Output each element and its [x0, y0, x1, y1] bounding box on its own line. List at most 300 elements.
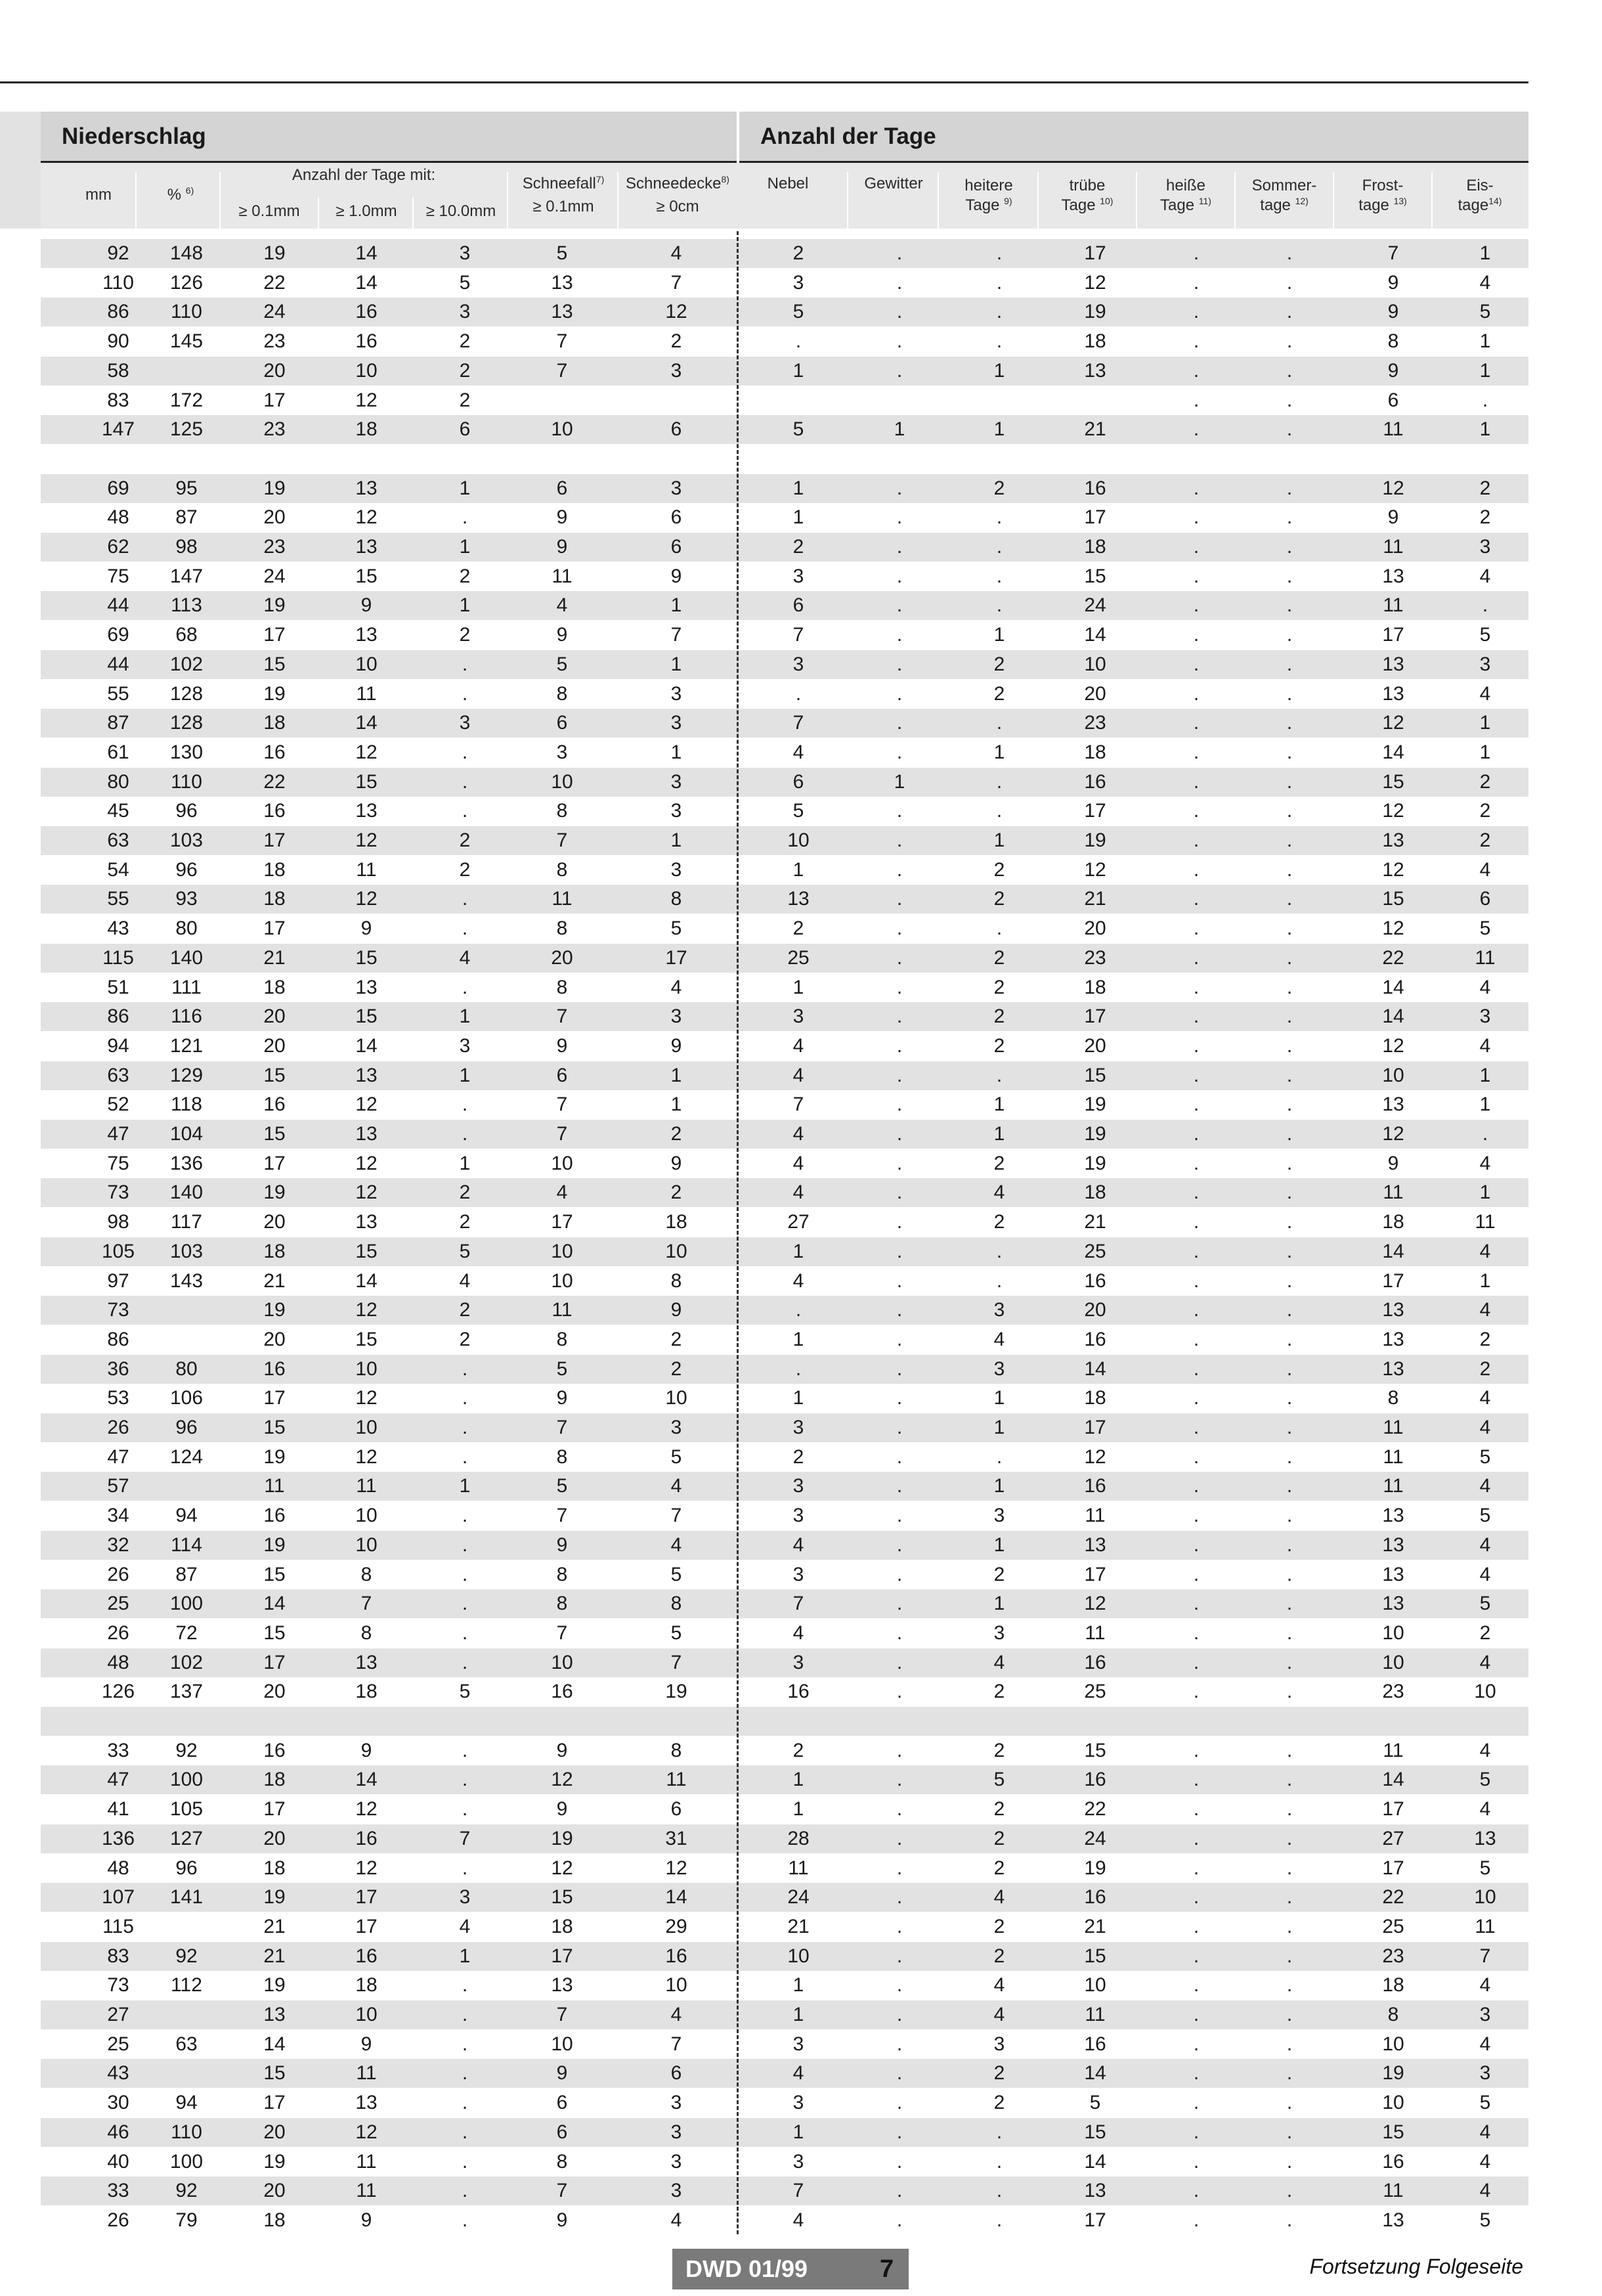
- table-cell: 12: [1382, 477, 1404, 499]
- table-cell: 11: [1383, 2180, 1404, 2202]
- table-cell: 12: [355, 888, 378, 910]
- table-cell: 9: [1387, 359, 1399, 382]
- table-cell: 3: [792, 1505, 804, 1527]
- table-cell: 15: [1084, 1064, 1106, 1086]
- table-cell: 8: [360, 1563, 372, 1585]
- table-cell: .: [896, 1240, 903, 1262]
- table-cell: .: [896, 624, 903, 646]
- table-cell: 3: [670, 2180, 682, 2202]
- table-cell: 15: [1382, 770, 1404, 793]
- table-row: [41, 826, 1528, 855]
- table-row: [41, 1267, 1528, 1296]
- table-cell: .: [1193, 888, 1200, 910]
- table-cell: .: [1193, 1739, 1200, 1761]
- table-cell: 100: [169, 1769, 204, 1791]
- table-cell: 6: [556, 477, 568, 499]
- table-cell: 9: [670, 1152, 682, 1174]
- table-cell: 12: [1084, 1593, 1106, 1615]
- table-cell: 6: [792, 770, 804, 793]
- table-cell: .: [996, 770, 1003, 793]
- table-cell: 48: [107, 506, 129, 529]
- table-cell: 4: [1479, 1798, 1491, 1821]
- table-cell: 10: [1474, 1681, 1496, 1703]
- table-cell: .: [1286, 1769, 1293, 1791]
- table-cell: 14: [355, 1034, 378, 1057]
- table-cell: .: [896, 301, 903, 323]
- table-cell: 110: [171, 301, 202, 323]
- table-cell: .: [1193, 917, 1200, 940]
- table-cell: 18: [263, 712, 286, 734]
- table-cell: 16: [1084, 1769, 1106, 1791]
- table-cell: 5: [792, 800, 804, 822]
- table-cell: 55: [107, 682, 129, 705]
- table-cell: 7: [1387, 242, 1399, 264]
- table-cell: 15: [355, 1240, 378, 1262]
- table-cell: 48: [107, 1651, 129, 1673]
- table-cell: 16: [263, 1358, 286, 1380]
- table-cell: .: [1193, 946, 1200, 969]
- table-cell: 83: [107, 389, 129, 411]
- table-cell: 68: [175, 624, 198, 646]
- table-cell: 7: [556, 359, 568, 382]
- table-cell: 13: [1084, 359, 1106, 382]
- table-cell: 11: [1383, 1475, 1404, 1497]
- table-cell: 12: [355, 1152, 378, 1174]
- table-cell: .: [896, 2150, 903, 2173]
- table-cell: 15: [355, 1005, 378, 1028]
- table-cell: 118: [171, 1093, 202, 1116]
- table-cell: 11: [356, 858, 377, 881]
- top-rule: [0, 81, 1528, 83]
- table-cell: 1: [792, 1769, 804, 1791]
- table-cell: 14: [263, 1593, 286, 1615]
- table-cell: 15: [355, 770, 378, 793]
- table-cell: .: [1286, 712, 1293, 734]
- table-cell: 26: [107, 1563, 129, 1585]
- table-cell: 14: [355, 712, 378, 734]
- table-cell: 12: [355, 1299, 378, 1321]
- table-cell: 3: [670, 712, 682, 734]
- table-row: [41, 533, 1528, 562]
- table-cell: .: [462, 888, 468, 910]
- table-cell: 4: [1479, 2033, 1491, 2055]
- section-header-niederschlag: Niederschlag: [41, 112, 737, 162]
- table-cell: 2: [459, 829, 471, 851]
- table-cell: 11: [356, 682, 377, 705]
- table-row: [41, 944, 1528, 973]
- table-cell: 105: [101, 1240, 135, 1262]
- table-cell: .: [1193, 2062, 1200, 2085]
- table-cell: 4: [1479, 976, 1491, 998]
- table-cell: .: [896, 829, 903, 851]
- table-cell: 94: [175, 1505, 198, 1527]
- table-cell: 1: [792, 1974, 804, 1997]
- table-cell: .: [1193, 1093, 1200, 1116]
- table-cell: .: [996, 1064, 1003, 1086]
- table-cell: 5: [556, 1358, 568, 1380]
- table-cell: 11: [1383, 536, 1404, 558]
- table-cell: 5: [1479, 917, 1491, 940]
- table-cell: 4: [1479, 2150, 1491, 2173]
- table-cell: 57: [107, 1475, 129, 1497]
- table-cell: 1: [670, 594, 682, 617]
- table-cell: 115: [102, 1915, 134, 1937]
- table-cell: 5: [1479, 2209, 1491, 2231]
- table-cell: 63: [107, 829, 129, 851]
- table-cell: 15: [551, 1886, 573, 1909]
- table-cell: 87: [175, 506, 198, 529]
- table-cell: 2: [459, 1299, 471, 1321]
- table-cell: 98: [175, 536, 198, 558]
- table-cell: .: [1193, 1005, 1200, 1028]
- table-row: [41, 1942, 1528, 1971]
- table-cell: 18: [263, 1769, 286, 1791]
- table-cell: 3: [1479, 653, 1491, 675]
- table-cell: 2: [993, 1827, 1005, 1849]
- table-cell: 20: [263, 1328, 286, 1350]
- table-cell: 3: [670, 2150, 682, 2173]
- table-cell: 4: [670, 1534, 682, 1556]
- table-cell: .: [462, 1534, 468, 1556]
- table-cell: .: [1286, 1827, 1293, 1849]
- table-cell: .: [1286, 1534, 1293, 1556]
- col-header-percent: % $^{6)}$: [167, 185, 194, 204]
- table-cell: 1: [993, 1417, 1005, 1438]
- table-row: [41, 1619, 1528, 1648]
- table-cell: .: [1286, 1857, 1293, 1879]
- table-cell: 26: [107, 2209, 129, 2231]
- table-cell: 8: [556, 800, 568, 822]
- table-row: [41, 1854, 1528, 1883]
- table-cell: 11: [1383, 1446, 1404, 1468]
- table-cell: 4: [1479, 682, 1491, 705]
- table-cell: 10: [355, 653, 378, 675]
- table-cell: 86: [107, 301, 129, 323]
- table-cell: .: [1193, 1563, 1200, 1585]
- table-cell: 47: [107, 1123, 129, 1145]
- table-cell: 12: [355, 2121, 378, 2143]
- table-cell: .: [462, 682, 468, 705]
- table-cell: 15: [263, 1123, 286, 1145]
- table-cell: 7: [1479, 1945, 1491, 1967]
- table-cell: .: [1286, 1034, 1293, 1057]
- table-cell: .: [1286, 2150, 1293, 2173]
- table-cell: 9: [556, 1387, 568, 1409]
- table-row: [41, 680, 1528, 709]
- table-cell: 9: [556, 2062, 568, 2085]
- table-cell: .: [1193, 242, 1200, 264]
- table-cell: 10: [551, 1152, 573, 1174]
- table-cell: .: [462, 653, 468, 675]
- table-cell: .: [1193, 536, 1200, 558]
- table-cell: 21: [263, 1945, 286, 1967]
- table-cell: .: [1286, 1181, 1293, 1204]
- table-cell: .: [896, 1857, 903, 1879]
- table-cell: 4: [1479, 1299, 1491, 1321]
- table-row: [41, 1472, 1528, 1501]
- table-cell: 51: [107, 976, 129, 998]
- table-cell: 14: [355, 1269, 378, 1292]
- table-cell: .: [1193, 800, 1200, 822]
- table-cell: 4: [1479, 1563, 1491, 1585]
- table-cell: 3: [670, 359, 682, 382]
- table-cell: .: [1193, 506, 1200, 529]
- table-cell: 2: [993, 2062, 1005, 2085]
- table-cell: 1: [1479, 330, 1491, 353]
- table-cell: .: [1286, 359, 1293, 382]
- table-cell: .: [462, 1123, 468, 1145]
- table-cell: 4: [1479, 1387, 1491, 1409]
- table-cell: .: [1286, 1299, 1293, 1321]
- table-cell: 11: [552, 888, 573, 910]
- table-cell: 14: [355, 1769, 378, 1791]
- table-cell: 24: [263, 301, 286, 323]
- table-cell: 2: [792, 917, 804, 940]
- table-cell: 19: [263, 1299, 286, 1321]
- table-cell: 4: [459, 946, 471, 969]
- table-cell: 17: [1084, 1005, 1106, 1028]
- table-cell: 102: [169, 1651, 204, 1673]
- table-cell: .: [1286, 1945, 1293, 1967]
- table-cell: 4: [1479, 1739, 1491, 1761]
- table-cell: [150, 2059, 223, 2088]
- table-cell: 11: [788, 1857, 809, 1879]
- table-cell: .: [1193, 741, 1200, 763]
- table-cell: .: [462, 2121, 468, 2143]
- table-cell: 98: [107, 1211, 129, 1233]
- table-cell: 20: [1084, 917, 1106, 940]
- table-cell: 13: [355, 976, 378, 998]
- table-cell: 13: [355, 800, 378, 822]
- table-cell: .: [1286, 2180, 1293, 2202]
- table-cell: 8: [556, 917, 568, 940]
- table-cell: 2: [792, 536, 804, 558]
- table-cell: .: [1193, 1475, 1200, 1497]
- table-cell: 10: [551, 1651, 573, 1673]
- table-cell: 15: [355, 1328, 378, 1350]
- table-row: [41, 1531, 1528, 1560]
- table-cell: 4: [792, 1622, 804, 1644]
- table-cell: 75: [107, 1152, 129, 1174]
- table-cell: .: [1286, 888, 1293, 910]
- table-cell: .: [1193, 1681, 1200, 1703]
- table-cell: 1: [459, 477, 471, 499]
- table-cell: 80: [107, 770, 129, 793]
- table-row: [41, 415, 1528, 444]
- table-cell: 1: [993, 1093, 1005, 1116]
- table-cell: 11: [1383, 418, 1404, 441]
- table-cell: 10: [787, 829, 810, 851]
- table-row: [41, 2176, 1528, 2205]
- table-cell: .: [896, 1681, 903, 1703]
- table-cell: 4: [993, 1651, 1005, 1673]
- table-cell: 4: [792, 1534, 804, 1556]
- table-cell: .: [462, 800, 468, 822]
- table-cell: 115: [102, 946, 134, 969]
- table-cell: .: [996, 271, 1003, 294]
- table-cell: 73: [107, 1299, 129, 1321]
- table-cell: 1: [459, 1945, 471, 1967]
- table-cell: [150, 357, 223, 386]
- table-cell: 1: [459, 1005, 471, 1028]
- table-cell: 45: [107, 800, 129, 822]
- table-cell: .: [1286, 741, 1293, 763]
- table-cell: .: [1286, 1798, 1293, 1821]
- table-cell: 15: [263, 1064, 286, 1086]
- table-cell: 12: [1382, 1034, 1404, 1057]
- table-cell: 8: [556, 682, 568, 705]
- table-cell: .: [896, 1446, 903, 1468]
- table-cell: 10: [1382, 1622, 1404, 1644]
- table-cell: 19: [263, 1886, 286, 1909]
- table-cell: 2: [993, 1563, 1005, 1585]
- table-cell: .: [1482, 389, 1488, 411]
- table-cell: 18: [355, 418, 378, 441]
- table-cell: 2: [993, 976, 1005, 998]
- table-cell: 3: [792, 1417, 804, 1438]
- table-row: [41, 973, 1528, 1002]
- table-cell: 69: [107, 477, 129, 499]
- table-cell: .: [1193, 976, 1200, 998]
- table-cell: 13: [1382, 653, 1404, 675]
- table-cell: 96: [175, 800, 198, 822]
- table-cell: .: [1193, 712, 1200, 734]
- table-cell: 19: [1084, 1152, 1106, 1174]
- table-cell: 5: [556, 1475, 568, 1497]
- table-cell: 2: [792, 242, 804, 264]
- table-cell: .: [1286, 301, 1293, 323]
- table-cell: .: [896, 1593, 903, 1615]
- table-cell: 2: [459, 359, 471, 382]
- table-cell: 4: [1479, 1651, 1491, 1673]
- table-cell: 21: [1084, 1211, 1106, 1233]
- table-cell: 32: [107, 1534, 129, 1556]
- table-cell: 21: [1084, 418, 1106, 441]
- table-cell: 2: [459, 624, 471, 646]
- table-cell: 14: [355, 242, 378, 264]
- table-cell: .: [1286, 1123, 1293, 1145]
- table-cell: 7: [792, 1093, 804, 1116]
- table-cell: 25: [1084, 1681, 1106, 1703]
- table-row: [41, 797, 1528, 826]
- table-cell: 9: [360, 2033, 372, 2055]
- table-cell: 19: [1084, 1123, 1106, 1145]
- table-cell: 3: [1479, 536, 1491, 558]
- table-cell: 14: [1382, 1240, 1404, 1262]
- table-cell: .: [1193, 1534, 1200, 1556]
- table-row: [41, 239, 1528, 268]
- table-cell: 11: [1475, 1211, 1496, 1233]
- table-cell: .: [896, 976, 903, 998]
- table-cell: .: [896, 1886, 903, 1909]
- table-cell: .: [1193, 565, 1200, 587]
- table-cell: 17: [551, 1211, 573, 1233]
- table-cell: 14: [1084, 2150, 1106, 2173]
- table-cell: 7: [792, 2180, 804, 2202]
- table-cell: 1: [1479, 1269, 1491, 1292]
- table-cell: 4: [1479, 1034, 1491, 1057]
- table-cell: .: [996, 800, 1003, 822]
- table-cell: .: [1286, 1563, 1293, 1585]
- table-cell: 4: [792, 1064, 804, 1086]
- table-cell: .: [1193, 1945, 1200, 1967]
- table-cell: 1: [792, 2121, 804, 2143]
- table-cell: .: [462, 1974, 468, 1997]
- table-cell: 140: [169, 1181, 204, 1204]
- table-cell: .: [996, 712, 1003, 734]
- table-cell: .: [1193, 1387, 1200, 1409]
- table-cell: [150, 1296, 223, 1325]
- table-cell: 23: [1084, 712, 1106, 734]
- table-cell: .: [1286, 624, 1293, 646]
- table-cell: 94: [107, 1034, 129, 1057]
- table-cell: .: [795, 330, 802, 353]
- table-cell: .: [462, 976, 468, 998]
- table-cell: 8: [556, 2150, 568, 2173]
- table-cell: .: [1193, 477, 1200, 499]
- table-cell: .: [1286, 477, 1293, 499]
- table-cell: 3: [792, 1005, 804, 1028]
- table-cell: 14: [1084, 1358, 1106, 1380]
- table-cell: 3: [459, 242, 471, 264]
- table-cell: .: [1193, 1328, 1200, 1350]
- table-cell: 147: [101, 418, 135, 441]
- table-cell: 1: [1479, 741, 1491, 763]
- table-row: [41, 1824, 1528, 1853]
- table-cell: 27: [107, 2004, 129, 2025]
- table-cell: 87: [107, 712, 129, 734]
- table-cell: 16: [787, 1681, 810, 1703]
- table-cell: 18: [1084, 1181, 1106, 1204]
- header-separator: [1431, 172, 1433, 229]
- table-cell: 4: [993, 1328, 1005, 1350]
- table-cell: 13: [355, 1064, 378, 1086]
- table-cell: .: [1286, 2121, 1293, 2143]
- table-cell: 25: [787, 946, 810, 969]
- table-row: [41, 1677, 1528, 1706]
- header-separator: [847, 172, 848, 229]
- table-cell: .: [462, 2004, 468, 2025]
- table-cell: 10: [551, 1240, 573, 1262]
- table-cell: 26: [107, 1622, 129, 1644]
- table-cell: 4: [792, 1269, 804, 1292]
- table-cell: 7: [360, 1593, 372, 1615]
- table-cell: 1: [993, 359, 1005, 382]
- table-cell: 6: [670, 506, 682, 529]
- table-cell: [963, 386, 1035, 415]
- table-cell: 10: [665, 1240, 687, 1262]
- table-cell: 20: [1084, 1299, 1106, 1321]
- table-cell: 4: [993, 1181, 1005, 1204]
- table-cell: 7: [556, 1622, 568, 1644]
- table-cell: 4: [1479, 1152, 1491, 1174]
- table-cell: 18: [263, 858, 286, 881]
- table-cell: 103: [169, 829, 204, 851]
- table-cell: 6: [459, 418, 471, 441]
- table-cell: 4: [792, 1123, 804, 1145]
- table-cell: 61: [107, 741, 129, 763]
- table-cell: 5: [1479, 301, 1491, 323]
- table-cell: 15: [263, 2062, 286, 2085]
- table-cell: 27: [1382, 1827, 1404, 1849]
- table-cell: 2: [459, 565, 471, 587]
- page-number: 7: [880, 2255, 894, 2283]
- table-cell: 4: [670, 2209, 682, 2231]
- table-cell: .: [1286, 770, 1293, 793]
- table-cell: 21: [263, 1269, 286, 1292]
- table-cell: 20: [263, 1034, 286, 1057]
- table-cell: 16: [665, 1945, 687, 1967]
